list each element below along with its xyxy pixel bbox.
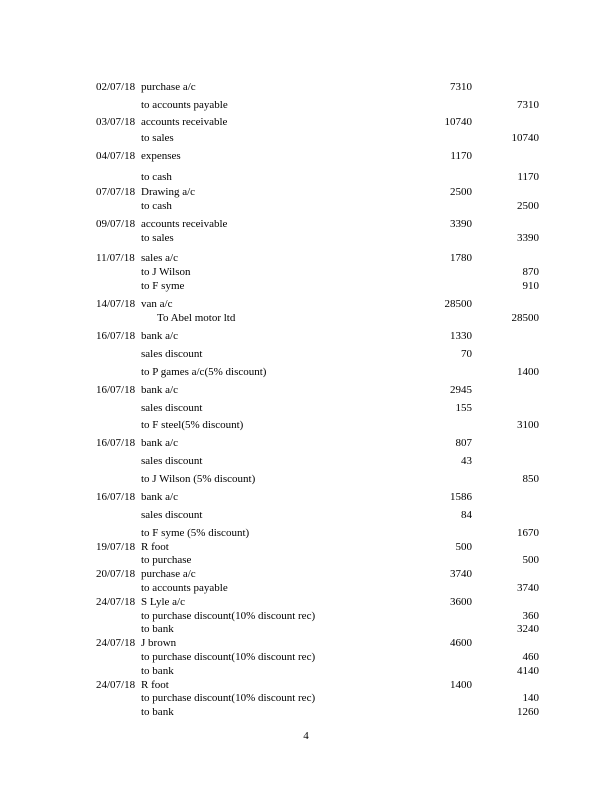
entry-account: bank a/c (141, 330, 178, 342)
journal-row (0, 665, 612, 678)
journal-row (0, 348, 612, 361)
entry-date: 16/07/18 (96, 491, 136, 503)
journal-row (0, 132, 612, 145)
entry-account: sales discount (141, 509, 203, 521)
journal-row (0, 706, 612, 719)
entry-debit: 10740 (444, 116, 472, 128)
journal-row (0, 541, 612, 554)
entry-credit: 360 (522, 610, 539, 622)
entry-date: 24/07/18 (96, 596, 136, 608)
page-number: 4 (303, 730, 309, 742)
entry-credit: 500 (522, 554, 539, 566)
entry-account: to bank (141, 706, 174, 718)
journal-row (0, 692, 612, 705)
entry-debit: 1780 (450, 252, 472, 264)
entry-credit: 140 (522, 692, 539, 704)
entry-account: sales discount (141, 348, 203, 360)
entry-date: 16/07/18 (96, 437, 136, 449)
entry-credit: 1400 (517, 366, 539, 378)
entry-date: 07/07/18 (96, 186, 136, 198)
entry-date: 24/07/18 (96, 679, 136, 691)
entry-account: bank a/c (141, 437, 178, 449)
journal-row (0, 81, 612, 94)
journal-row (0, 610, 612, 623)
entry-account: to cash (141, 200, 172, 212)
journal-row (0, 252, 612, 265)
entry-debit: 1586 (450, 491, 472, 503)
journal-row (0, 266, 612, 279)
entry-account: to purchase discount(10% discount rec) (141, 610, 316, 622)
entry-account: to F steel(5% discount) (141, 419, 244, 431)
entry-account: J brown (141, 637, 177, 649)
journal-row (0, 200, 612, 213)
entry-account: sales discount (141, 402, 203, 414)
entry-account: to purchase (141, 554, 192, 566)
journal-row (0, 312, 612, 325)
entry-account: expenses (141, 150, 181, 162)
entry-account: R foot (141, 541, 169, 553)
entry-account: accounts receivable (141, 116, 228, 128)
entry-account: to J Wilson (5% discount) (141, 473, 256, 485)
entry-account: to cash (141, 171, 172, 183)
entry-account: van a/c (141, 298, 173, 310)
entry-debit: 2500 (450, 186, 472, 198)
entry-date: 24/07/18 (96, 637, 136, 649)
journal-row (0, 280, 612, 293)
entry-debit: 28500 (444, 298, 472, 310)
entry-credit: 1170 (517, 171, 539, 183)
journal-row (0, 186, 612, 199)
journal-row (0, 473, 612, 486)
journal-row (0, 527, 612, 540)
entry-debit: 1330 (450, 330, 472, 342)
entry-credit: 850 (522, 473, 539, 485)
entry-debit: 70 (461, 348, 472, 360)
entry-date: 16/07/18 (96, 384, 136, 396)
entry-debit: 3600 (450, 596, 472, 608)
journal-row (0, 554, 612, 567)
entry-credit: 3100 (517, 419, 539, 431)
entry-account: Drawing a/c (141, 186, 196, 198)
entry-debit: 4600 (450, 637, 472, 649)
entry-account: purchase a/c (141, 568, 196, 580)
journal-row (0, 402, 612, 415)
entry-date: 20/07/18 (96, 568, 136, 580)
entry-credit: 1260 (517, 706, 539, 718)
entry-account: to J Wilson (141, 266, 191, 278)
entry-account: to purchase discount(10% discount rec) (141, 692, 316, 704)
entry-credit: 3240 (517, 623, 539, 635)
entry-debit: 155 (455, 402, 472, 414)
entry-debit: 1170 (450, 150, 472, 162)
journal-row (0, 116, 612, 129)
entry-date: 11/07/18 (96, 252, 135, 264)
journal-row (0, 99, 612, 112)
entry-account: to F syme (141, 280, 185, 292)
entry-date: 14/07/18 (96, 298, 136, 310)
journal-row (0, 150, 612, 163)
entry-credit: 7310 (517, 99, 539, 111)
journal-row (0, 637, 612, 650)
entry-account: to P games a/c(5% discount) (141, 366, 267, 378)
entry-date: 04/07/18 (96, 150, 136, 162)
entry-account: bank a/c (141, 384, 178, 396)
entry-debit: 500 (455, 541, 472, 553)
entry-debit: 807 (455, 437, 472, 449)
entry-date: 02/07/18 (96, 81, 136, 93)
entry-debit: 3390 (450, 218, 472, 230)
entry-account: To Abel motor ltd (157, 312, 236, 324)
entry-debit: 43 (461, 455, 472, 467)
journal-row (0, 298, 612, 311)
entry-account: accounts receivable (141, 218, 228, 230)
entry-credit: 3390 (517, 232, 539, 244)
entry-account: sales discount (141, 455, 203, 467)
journal-row (0, 623, 612, 636)
journal-row (0, 455, 612, 468)
entry-account: S Lyle a/c (141, 596, 185, 608)
entry-account: to purchase discount(10% discount rec) (141, 651, 316, 663)
entry-date: 19/07/18 (96, 541, 136, 553)
entry-date: 16/07/18 (96, 330, 136, 342)
entry-debit: 3740 (450, 568, 472, 580)
entry-date: 09/07/18 (96, 218, 136, 230)
entry-credit: 460 (522, 651, 539, 663)
entry-debit: 84 (461, 509, 472, 521)
journal-row (0, 218, 612, 231)
entry-account: to bank (141, 665, 174, 677)
entry-debit: 2945 (450, 384, 472, 396)
journal-row (0, 509, 612, 522)
entry-credit: 28500 (511, 312, 539, 324)
entry-credit: 10740 (511, 132, 539, 144)
entry-account: bank a/c (141, 491, 178, 503)
journal-row (0, 366, 612, 379)
journal-row (0, 419, 612, 432)
entry-debit: 1400 (450, 679, 472, 691)
journal-row (0, 651, 612, 664)
entry-credit: 3740 (517, 582, 539, 594)
entry-account: R foot (141, 679, 169, 691)
entry-account: to bank (141, 623, 174, 635)
journal-row (0, 330, 612, 343)
journal-row (0, 568, 612, 581)
entry-date: 03/07/18 (96, 116, 136, 128)
entry-credit: 910 (522, 280, 539, 292)
journal-row (0, 596, 612, 609)
entry-account: purchase a/c (141, 81, 196, 93)
journal-row (0, 491, 612, 504)
journal-row (0, 582, 612, 595)
entry-credit: 1670 (517, 527, 539, 539)
journal-row (0, 232, 612, 245)
entry-account: to sales (141, 232, 174, 244)
entry-account: to accounts payable (141, 582, 228, 594)
journal-row (0, 171, 612, 184)
entry-account: to sales (141, 132, 174, 144)
journal-row (0, 437, 612, 450)
entry-credit: 4140 (517, 665, 539, 677)
entry-credit: 2500 (517, 200, 539, 212)
entry-credit: 870 (522, 266, 539, 278)
entry-account: to F syme (5% discount) (141, 527, 250, 539)
entry-debit: 7310 (450, 81, 472, 93)
entry-account: to accounts payable (141, 99, 228, 111)
journal-row (0, 384, 612, 397)
entry-account: sales a/c (141, 252, 178, 264)
journal-row (0, 679, 612, 692)
